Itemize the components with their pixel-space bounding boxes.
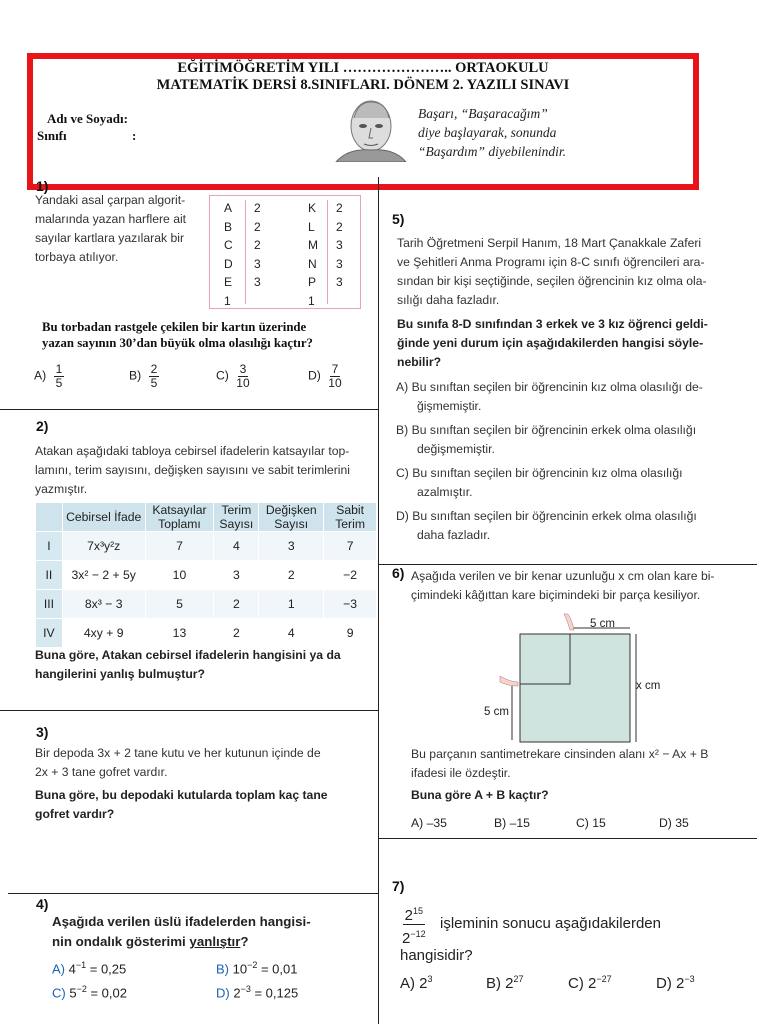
q6-option-c[interactable] [576, 816, 606, 830]
text-line: torbaya atılıyor. [35, 250, 119, 264]
table-cell: 7 [145, 532, 214, 561]
option-label: D) [656, 975, 672, 992]
q7-option-d[interactable] [656, 974, 695, 992]
denominator: 10 [328, 376, 342, 390]
table-cell: 3 [214, 561, 259, 590]
table-header: Sabit Terim [324, 503, 377, 532]
base: 10 [232, 961, 248, 977]
q5-question [397, 315, 708, 372]
card-cell: K [308, 201, 317, 215]
square-diagram [482, 612, 682, 744]
text-line: Bu torbadan rastgele çekilen bir kartın üzerinde [42, 320, 307, 334]
table-row [36, 590, 377, 619]
divider [0, 409, 378, 410]
card-divider [245, 200, 246, 304]
q7-option-c[interactable] [568, 974, 612, 992]
option-label: D) [659, 816, 672, 830]
table-header: Terim Sayısı [214, 503, 259, 532]
text-line: nebilir? [397, 355, 442, 369]
q7-fraction [400, 903, 428, 947]
q7-text: işleminin sonucu aşağıdakilerden [440, 915, 661, 932]
card-cell: 3 [254, 256, 261, 271]
table-header [36, 503, 63, 532]
q7-option-a[interactable] [400, 974, 433, 992]
table-cell: 2 [214, 619, 259, 648]
factor-card [209, 195, 361, 309]
q6-option-a[interactable] [411, 816, 447, 830]
q2-question [35, 646, 341, 684]
option-text: Bu sınıftan seçilen bir öğrencinin erkek olma olasılığı [411, 423, 697, 437]
denominator: 5 [150, 376, 158, 390]
card-cell: 2 [254, 238, 261, 252]
text-line: 2x + 3 tane gofret vardır. [35, 765, 168, 779]
card-cell: 1 [308, 293, 315, 308]
option-label: A) [396, 380, 409, 394]
text-line: sından bir kişi seçtiğinde, seçilen öğrencinin kız olma ola- [397, 274, 707, 288]
text-line: Tarih Öğretmeni Serpil Hanım, 18 Mart Çanakkale Zaferi [397, 236, 702, 250]
card-divider [327, 200, 328, 304]
option-label: B) [396, 423, 409, 437]
text-line: lamını, terim sayısını, değişken sayısını ve sabit terimlerini [35, 463, 350, 477]
base: 4 [68, 961, 76, 977]
card-cell: M [308, 238, 318, 252]
q1-option-a[interactable] [34, 363, 64, 390]
exponent: −27 [596, 974, 612, 984]
q4-option-b[interactable] [216, 960, 297, 976]
card-cell: 3 [254, 275, 261, 289]
label-left: 5 cm [484, 706, 509, 718]
option-text: Bu sınıftan seçilen bir öğrencinin kız olma olasılığı [412, 466, 683, 480]
table-row [36, 532, 377, 561]
option-text: değişmemiştir. [417, 442, 495, 456]
exponent: 15 [412, 906, 423, 916]
card-cell: B [224, 219, 233, 234]
q5-option-d[interactable] [396, 507, 697, 545]
text-line: Aşağıda verilen üslü ifadelerden hangisi- [52, 914, 311, 929]
table-cell: 3x² − 2 + 5y [62, 561, 145, 590]
table-cell: 9 [324, 619, 377, 648]
value: = 0,01 [257, 961, 298, 977]
question-number: 6) [392, 565, 405, 581]
q6-text [411, 567, 715, 605]
card-cell: 3 [336, 238, 343, 252]
q7-text: hangisidir? [400, 947, 473, 964]
expression-table [35, 502, 377, 648]
q1-text [35, 191, 186, 267]
card-cell: E [224, 275, 233, 289]
card-cell: 2 [336, 219, 343, 234]
ataturk-portrait [328, 96, 414, 162]
table-header: Katsayılar Toplamı [145, 503, 214, 532]
base: 2 [419, 975, 428, 992]
table-header: Değişken Sayısı [259, 503, 324, 532]
label-top: 5 cm [590, 618, 615, 630]
exponent: −12 [410, 929, 426, 939]
divider [0, 710, 378, 711]
row-id: I [36, 532, 63, 561]
option-label: B) [486, 975, 501, 992]
text-line: Yandaki asal çarpan algorit- [35, 193, 186, 207]
option-value: –35 [426, 816, 447, 830]
text-line: hangilerini yanlış bulmuştur? [35, 667, 205, 681]
option-label: D) [216, 985, 230, 1001]
numerator: 3 [239, 362, 247, 376]
numerator: 7 [331, 362, 339, 376]
question-number: 2) [36, 418, 49, 434]
exponent: −1 [75, 960, 87, 970]
option-label: B) [129, 368, 142, 383]
option-label: C) [568, 975, 584, 992]
table-header: Cebirsel İfade [62, 503, 145, 532]
text-line: malarında yazan harflere ait [35, 212, 187, 226]
q5-option-a[interactable] [396, 378, 703, 416]
option-value: 15 [592, 816, 606, 830]
quote-line: diye başlayarak, sonunda [418, 125, 557, 140]
text-line: yazmıştır. [35, 482, 88, 496]
card-cell: A [224, 201, 233, 215]
text-line: Bu parçanın santimetrekare cinsinden alanı x² − Ax + B [411, 747, 709, 761]
option-label: A) [400, 975, 415, 992]
numerator [403, 903, 425, 925]
card-cell: 2 [336, 201, 343, 215]
row-id: III [36, 590, 63, 619]
table-cell: 4 [214, 532, 259, 561]
q1-option-c[interactable] [216, 363, 250, 390]
text-line: Buna göre, Atakan cebirsel ifadelerin hangisini ya da [35, 648, 341, 662]
card-cell: C [224, 238, 233, 252]
q4-option-d[interactable] [216, 984, 298, 1000]
base: 2 [505, 975, 514, 992]
q1-question [42, 319, 313, 351]
card-cell: P [308, 275, 317, 289]
base: 2 [404, 907, 413, 924]
q6-question: Buna göre A + B kaçtır? [411, 788, 549, 802]
label-side: x cm [636, 680, 661, 692]
value: = 0,125 [250, 985, 299, 1001]
fraction [54, 363, 65, 390]
card-cell: 3 [336, 256, 343, 271]
card-column [308, 199, 318, 310]
exponent: 27 [513, 974, 524, 984]
value: = 0,02 [86, 985, 127, 1001]
option-text: Bu sınıftan seçilen bir öğrencinin kız olma olasılığı de- [411, 380, 703, 394]
text-line: sayılar kartlara yazılarak bir [35, 231, 185, 245]
text-line: ifadesi ile özdeştir. [411, 766, 511, 780]
option-label: C) [216, 368, 229, 383]
text-line: gofret vardır? [35, 807, 115, 821]
table-cell: 8x³ − 3 [62, 590, 145, 619]
fraction [236, 363, 249, 390]
table-cell: −3 [324, 590, 377, 619]
q4-question [52, 912, 311, 952]
table-cell: 4 [259, 619, 324, 648]
value: = 0,25 [86, 961, 127, 977]
card-cell: 2 [254, 219, 261, 234]
row-id: II [36, 561, 63, 590]
card-column [254, 199, 261, 292]
card-cell: 3 [336, 275, 343, 289]
table-cell: 7x³y²z [62, 532, 145, 561]
quote-line: “Başardım” diyebilenindir. [418, 144, 567, 159]
question-number: 3) [36, 724, 49, 740]
q5-option-b[interactable] [396, 421, 696, 459]
scissors-hand-icon [564, 614, 574, 630]
table-cell: 1 [259, 590, 324, 619]
table-cell: 13 [145, 619, 214, 648]
question-number: 4) [36, 896, 49, 912]
text-line: ve Şehitleri Anma Programı için 8-C sınıfı öğrencileri ara- [397, 255, 705, 269]
base: 2 [402, 930, 411, 947]
question-number: 1) [36, 178, 49, 194]
exponent: −2 [76, 984, 87, 994]
exponent: −3 [684, 974, 695, 984]
table-cell: 2 [214, 590, 259, 619]
option-text: ğişmemiştir. [417, 399, 482, 413]
denominator: 5 [55, 376, 63, 390]
exponent: −2 [247, 960, 258, 970]
question-number: 5) [392, 211, 405, 227]
scissors-hand-icon [500, 676, 518, 686]
option-value: 35 [675, 816, 689, 830]
table-cell: 5 [145, 590, 214, 619]
option-label: B) [494, 816, 507, 830]
q1-option-b[interactable] [129, 363, 159, 390]
q1-option-d[interactable] [308, 363, 342, 390]
class-colon: : [132, 128, 137, 143]
card-cell: 1 [224, 293, 231, 308]
q5-option-c[interactable] [396, 464, 683, 502]
option-label: C) [396, 466, 409, 480]
text-line: Bu sınıfa 8-D sınıfından 3 erkek ve 3 kız öğrenci geldi- [397, 317, 708, 331]
q2-text [35, 442, 350, 499]
name-label: Adı ve Soyadı: [47, 111, 128, 126]
paper-square [520, 634, 630, 742]
q4-option-a[interactable] [52, 960, 126, 976]
option-text: azalmıştır. [417, 485, 473, 499]
base: 5 [69, 985, 77, 1001]
quote-line: Başarı, “Başaracağım” [418, 106, 548, 121]
fraction [328, 363, 341, 390]
fraction [149, 363, 160, 390]
table-cell: 7 [324, 532, 377, 561]
table-header-row [36, 503, 377, 532]
base: 2 [588, 975, 597, 992]
q6-option-d[interactable] [659, 816, 689, 830]
question-number: 7) [392, 878, 405, 894]
card-cell: N [308, 256, 317, 271]
numerator: 1 [55, 362, 63, 376]
option-label: D) [308, 368, 321, 383]
class-label: Sınıfı [37, 128, 67, 143]
option-label: A) [34, 368, 47, 383]
text-line: Buna göre, bu depodaki kutularda toplam kaç tane [35, 788, 328, 802]
base: 2 [676, 975, 685, 992]
text-part: nin ondalık gösterimi [52, 934, 190, 949]
q4-option-c[interactable] [52, 984, 127, 1000]
option-label: C) [52, 985, 66, 1001]
table-cell: 2 [259, 561, 324, 590]
q3-text [35, 744, 321, 782]
table-row [36, 561, 377, 590]
table-cell: 4xy + 9 [62, 619, 145, 648]
card-cell: L [308, 219, 315, 234]
exam-title: MATEMATİK DERSİ 8.SINIFLARI. DÖNEM 2. YAZILI SINAVI [156, 77, 570, 93]
table-cell: 10 [145, 561, 214, 590]
q7-option-b[interactable] [486, 974, 524, 992]
card-column [224, 199, 233, 310]
text-line: yazan sayının 30’dan büyük olma olasılığı kaçtır? [42, 336, 313, 350]
text-line: ğinde yeni durum için aşağıdakilerden hangisi söyle- [397, 336, 704, 350]
text-line: Atakan aşağıdaki tabloya cebirsel ifadelerin katsayılar top- [35, 444, 350, 458]
denominator: 10 [236, 376, 250, 390]
option-label: A) [52, 961, 65, 977]
text-line: Bir depoda 3x + 2 tane kutu ve her kutunun içinde de [35, 746, 321, 760]
option-text: daha fazladır. [417, 528, 491, 542]
card-cell: D [224, 256, 233, 271]
option-label: B) [216, 961, 229, 977]
q5-text [397, 234, 707, 310]
text-line: sılığı daha fazladır. [397, 293, 500, 307]
divider [379, 564, 757, 565]
school-title: EĞİTİMÖĞRETİM YILI ………………….. ORTAOKULU [177, 60, 549, 76]
table-cell: −2 [324, 561, 377, 590]
denominator [400, 925, 428, 947]
divider [8, 893, 378, 894]
underlined-word: yanlıştır [189, 934, 241, 949]
text-line: Aşağıda verilen ve bir kenar uzunluğu x cm olan kare bi- [411, 569, 715, 583]
table-row [36, 619, 377, 648]
divider [379, 838, 757, 839]
q6-option-b[interactable] [494, 816, 530, 830]
ataturk-quote [418, 104, 566, 161]
q6-text-2 [411, 745, 708, 783]
table-cell: 3 [259, 532, 324, 561]
base: 2 [233, 985, 241, 1001]
numerator: 2 [150, 362, 158, 376]
q3-question [35, 786, 328, 824]
option-text: Bu sınıftan seçilen bir öğrencinin erkek olma olasılığı [412, 509, 697, 523]
text-line [52, 932, 311, 952]
text-line: çimindeki kâğıttan kare biçimindeki bir parça kesiliyor. [411, 588, 701, 602]
row-id: IV [36, 619, 63, 648]
option-label: D) [396, 509, 409, 523]
exponent: 3 [427, 974, 433, 984]
text-part: ? [240, 934, 249, 949]
option-label: C) [576, 816, 589, 830]
card-cell: 2 [254, 201, 261, 215]
column-divider [378, 177, 379, 1024]
option-label: A) [411, 816, 424, 830]
card-column [336, 199, 343, 292]
exponent: −3 [240, 984, 251, 994]
option-value: –15 [509, 816, 530, 830]
